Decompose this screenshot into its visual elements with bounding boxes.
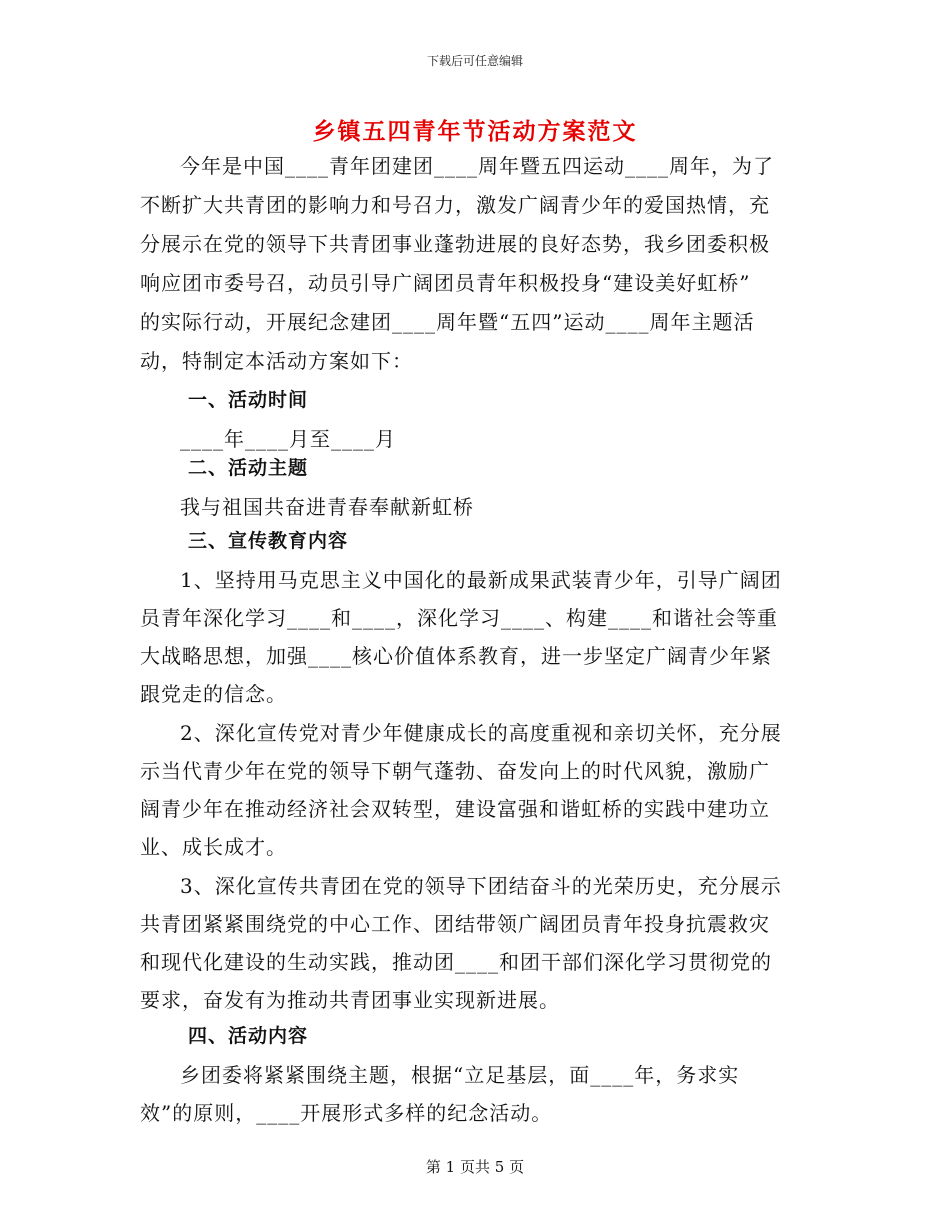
paragraph-line: 要求，奋发有为推动共青团事业实现新进展。: [140, 988, 560, 1012]
paragraph-line: 示当代青少年在党的领导下朝气蓬勃、奋发向上的时代风貌，激励广: [140, 759, 770, 783]
paragraph-line: 共青团紧紧围绕党的中心工作、团结带领广阔团员青年投身抗震救灾: [140, 912, 770, 936]
paragraph-line: 2、深化宣传党对青少年健康成长的高度重视和亲切关怀，充分展: [180, 721, 782, 745]
paragraph-line: ____年____月至____月: [180, 427, 396, 451]
paragraph-line: 我与祖国共奋进青春奉献新虹桥: [180, 495, 474, 519]
page-header: 下载后可任意编辑: [426, 54, 523, 68]
paragraph-line: 跟党走的信念。: [140, 682, 287, 706]
page-footer: 第 1 页共 5 页: [425, 1158, 525, 1176]
paragraph-line: 大战略思想，加强____核心价值体系教育，进一步坚定广阔青少年紧: [140, 644, 772, 668]
document-title: 乡镇五四青年节活动方案范文: [312, 118, 638, 145]
paragraph-line: 和现代化建设的生动实践，推动团____和团干部们深化学习贯彻党的: [140, 950, 772, 974]
paragraph-line: 分展示在党的领导下共青团事业蓬勃进展的良好态势，我乡团委积极: [140, 232, 770, 256]
section-heading: 三、宣传教育内容: [188, 530, 349, 552]
paragraph-line: 乡团委将紧紧围绕主题，根据“立足基层，面____年，务求实: [180, 1063, 740, 1087]
paragraph-line: 效”的原则，____开展形式多样的纪念活动。: [140, 1101, 553, 1125]
paragraph-line: 3、深化宣传共青团在党的领导下团结奋斗的光荣历史，充分展示: [180, 874, 782, 898]
section-heading: 一、活动时间: [188, 389, 309, 411]
paragraph-line: 阔青少年在推动经济社会双转型，建设富强和谐虹桥的实践中建功立: [140, 797, 770, 821]
paragraph-line: 动，特制定本活动方案如下：: [140, 349, 413, 373]
paragraph-line: 的实际行动，开展纪念建团____周年暨“五四”运动____周年主题活: [140, 310, 755, 334]
section-heading: 二、活动主题: [188, 457, 309, 479]
paragraph-line: 响应团市委号召，动员引导广阔团员青年积极投身“建设美好虹桥”: [140, 271, 751, 295]
paragraph-line: 不断扩大共青团的影响力和号召力，激发广阔青少年的爱国热情，充: [140, 193, 770, 217]
paragraph-line: 今年是中国____青年团建团____周年暨五四运动____周年，为了: [180, 154, 774, 178]
paragraph-line: 1、坚持用马克思主义中国化的最新成果武装青少年，引导广阔团: [180, 568, 782, 592]
section-heading: 四、活动内容: [188, 1025, 309, 1047]
paragraph-line: 业、成长成才。: [140, 835, 287, 859]
paragraph-line: 员青年深化学习____和____，深化学习____、构建____和谐社会等重: [140, 606, 778, 630]
